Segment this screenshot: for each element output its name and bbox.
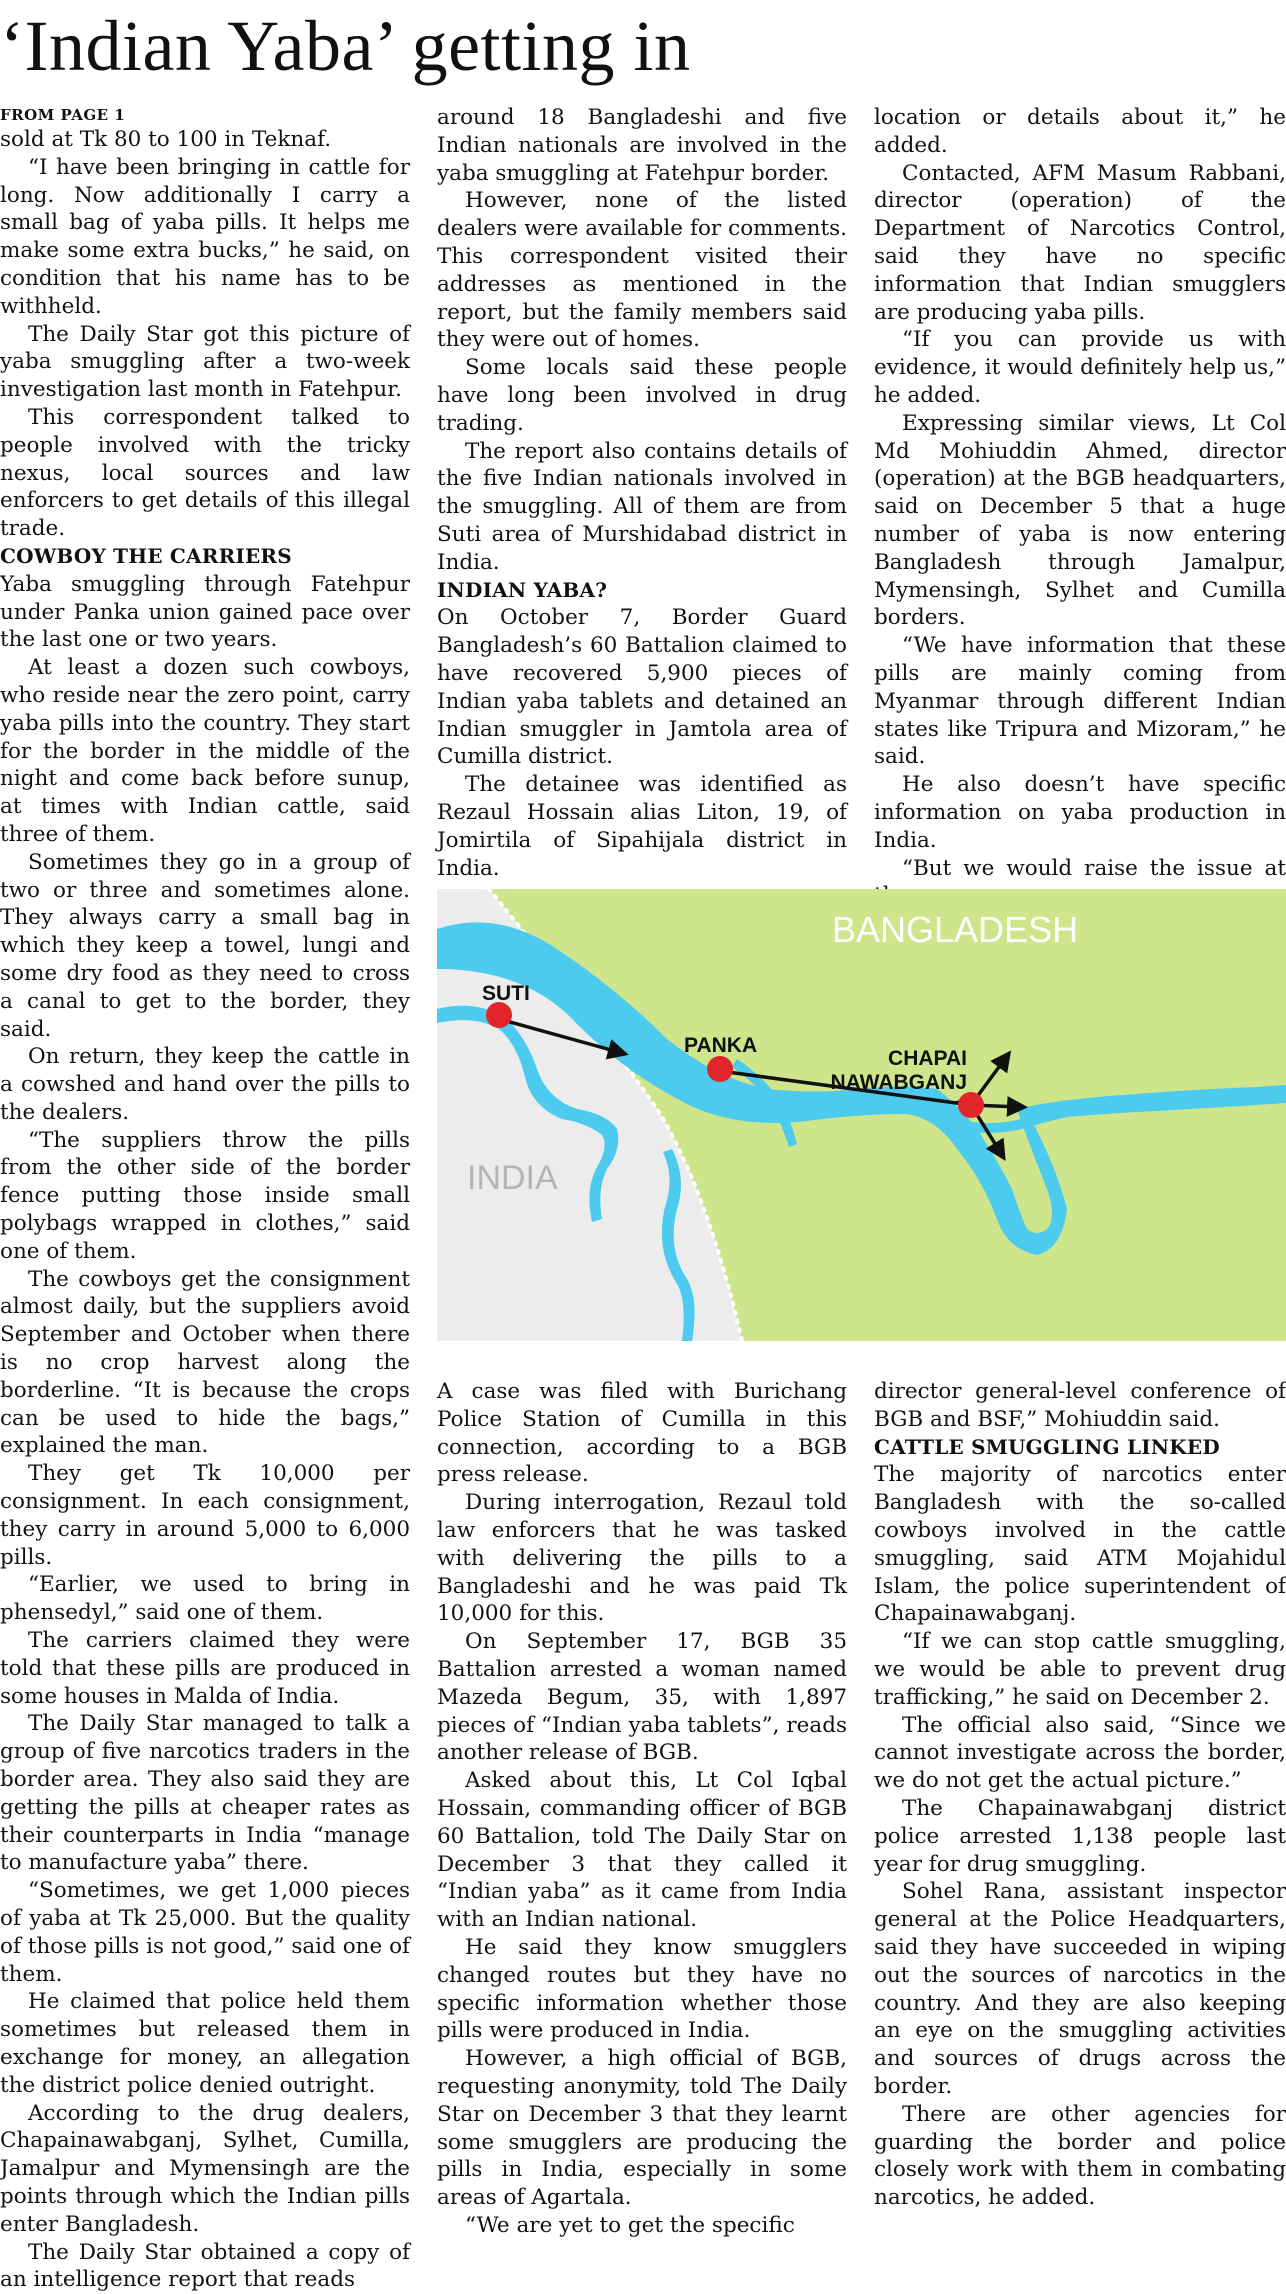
marker-panka	[707, 1056, 733, 1082]
body-paragraph: On return, they keep the cattle in a cowshed and hand over the pills to the dealers.	[0, 1044, 410, 1125]
body-paragraph: During interrogation, Rezaul told law enforcers that he was tasked with delivering the pills to a Bangladeshi and he was paid Tk 10,000 for this.	[437, 1490, 847, 1627]
body-paragraph: The detainee was identified as Rezaul Hossain alias Liton, 19, of Jomirtila of Sipahijala district in India.	[437, 772, 847, 881]
body-paragraph: However, none of the listed dealers were available for comments. This correspondent visited their addresses as mentioned in the report, but the family members said they were out of homes.	[437, 188, 847, 353]
body-paragraph: sold at Tk 80 to 100 in Teknaf.	[0, 127, 332, 152]
jump-kicker: FROM PAGE 1	[0, 106, 126, 124]
body-paragraph: director general-level conference of BGB and BSF,” Mohiuddin said.	[874, 1379, 1286, 1432]
body-paragraph: The carriers claimed they were told that these pills are produced in some houses in Malda of India.	[0, 1628, 410, 1709]
body-paragraph: “Earlier, we used to bring in phensedyl,” said one of them.	[0, 1572, 410, 1626]
body-paragraph: The cowboys get the consignment almost daily, but the suppliers avoid September and October when there is no crop harvest along the borderline. “It is because the crops can be used to hide the bags,” explained the man.	[0, 1266, 410, 1459]
body-paragraph: The Daily Star obtained a copy of an intelligence report that reads	[0, 2239, 410, 2293]
body-paragraph: They get Tk 10,000 per consignment. In each consignment, they carry in around 5,000 to 6,000 pills.	[0, 1461, 410, 1570]
body-paragraph: On October 7, Border Guard Bangladesh’s 60 Battalion claimed to have recovered 5,900 pieces of Indian yaba tablets and detained an Indian smuggler in Jamtola area of Cumilla district.	[437, 605, 847, 770]
body-paragraph: However, a high official of BGB, requesting anonymity, told The Daily Star on December 3 that they learnt some smugglers are producing the pills in India, especially in some areas of Agartala.	[437, 2046, 847, 2211]
country-label-india: INDIA	[467, 1159, 558, 1197]
map-graphic	[437, 889, 1286, 1341]
body-paragraph: “We are yet to get the specific	[465, 2212, 795, 2238]
body-paragraph: He said they know smugglers changed routes but they have no specific information whether those pills were produced in India.	[437, 1934, 847, 2044]
article-column-3-top	[874, 104, 1286, 881]
section-subhead: INDIAN YABA?	[437, 577, 608, 602]
body-paragraph: “I have been bringing in cattle for long. Now additionally I carry a small bag of yaba pills. It helps me make some extra bucks,” he said, on condition that his name has to be withheld.	[0, 154, 410, 319]
article-column-3-bottom	[874, 1378, 1286, 2211]
place-label-panka: PANKA	[684, 1034, 758, 1057]
article-column-1	[0, 104, 410, 2293]
place-label-suti: SUTI	[482, 982, 530, 1005]
body-paragraph: On September 17, BGB 35 Battalion arrested a woman named Mazeda Begum, 35, with 1,897 pieces of “Indian yaba tablets”, reads another release of BGB.	[437, 1629, 847, 1766]
body-paragraph: At least a dozen such cowboys, who reside near the zero point, carry yaba pills into the country. They start for the border in the middle of the night and come back before sunup, at times with Indian cattle, said three of them.	[0, 655, 410, 847]
smuggling-route-map	[437, 889, 1286, 1341]
body-paragraph: The official also said, “Since we cannot investigate across the border, we do not get the actual picture.”	[874, 1712, 1286, 1794]
body-paragraph: According to the drug dealers, Chapainawabganj, Sylhet, Cumilla, Jamalpur and Mymensingh are the points through which the Indian pills enter Bangladesh.	[0, 2100, 410, 2237]
body-paragraph: location or details about it,” he added.	[874, 105, 1286, 158]
article-column-2-bottom	[437, 1378, 847, 2238]
body-paragraph: “If we can stop cattle smuggling, we would be able to prevent drug trafficking,” he said on December 2.	[874, 1629, 1286, 1710]
body-paragraph: around 18 Bangladeshi and five Indian nationals are involved in the yaba smuggling at Fatehpur border.	[437, 105, 847, 186]
body-paragraph: The Chapainawabganj district police arrested 1,138 people last year for drug smuggling.	[874, 1795, 1286, 1877]
body-paragraph: This correspondent talked to people involved with the tricky nexus, local sources and law enforcers to get details of this illegal trade.	[0, 404, 410, 542]
body-paragraph: The Daily Star got this picture of yaba smuggling after a two-week investigation last month in Fatehpur.	[0, 321, 410, 403]
section-subhead: CATTLE SMUGGLING LINKED	[874, 1434, 1220, 1459]
body-paragraph: Yaba smuggling through Fatehpur under Panka union gained pace over the last one or two years.	[0, 571, 410, 653]
place-label-chapai: CHAPAI	[888, 1047, 967, 1070]
body-paragraph: Sohel Rana, assistant inspector general at the Police Headquarters, said they have succeeded in wiping out the sources of narcotics in the country. And they are also keeping an eye on the smuggling activities and sources of drugs across the border.	[874, 1879, 1286, 2099]
body-paragraph: The report also contains details of the five Indian nationals involved in the smuggling. All of them are from Suti area of Murshidabad district in India.	[437, 438, 847, 575]
body-paragraph: The majority of narcotics enter Bangladesh with the so-called cowboys involved in the cattle smuggling, said ATM Mojahidul Islam, the police superintendent of Chapainawabganj.	[874, 1462, 1286, 1627]
headline: ‘Indian Yaba’ getting in	[0, 6, 691, 86]
section-subhead: COWBOY THE CARRIERS	[0, 543, 292, 568]
body-paragraph: Expressing similar views, Lt Col Md Mohiuddin Ahmed, director (operation) at the BGB headquarters, said on December 5 that a huge number of yaba is now entering Bangladesh through Jamalpur, Mymensingh, Sylhet and Cumilla borders.	[874, 410, 1286, 631]
body-paragraph: A case was filed with Burichang Police Station of Cumilla in this connection, according to a BGB press release.	[437, 1379, 847, 1488]
body-paragraph: Sometimes they go in a group of two or three and sometimes alone. They always carry a small bag in which they keep a towel, lungi and some dry food as they need to cross a canal to get to the border, they said.	[0, 849, 410, 1042]
marker-chapainawabganj	[958, 1092, 984, 1118]
body-paragraph: There are other agencies for guarding the border and police closely work with them in combating narcotics, he added.	[874, 2101, 1286, 2211]
body-paragraph: Contacted, AFM Masum Rabbani, director (operation) of the Department of Narcotics Control, said they have no specific information that Indian smugglers are producing yaba pills.	[874, 160, 1286, 325]
body-paragraph: “If you can provide us with evidence, it would definitely help us,” he added.	[874, 327, 1286, 408]
body-paragraph: “The suppliers throw the pills from the other side of the border fence putting those inside small polybags wrapped in clothes,” said one of them.	[0, 1127, 410, 1264]
body-paragraph: “We have information that these pills are mainly coming from Myanmar through different Indian states like Tripura and Mizoram,” he said.	[874, 633, 1286, 770]
article-column-2-top	[437, 104, 847, 881]
body-paragraph: Asked about this, Lt Col Iqbal Hossain, commanding officer of BGB 60 Battalion, told The Daily Star on December 3 that they called it “Indian yaba” as it came from India with an Indian national.	[437, 1768, 847, 1933]
place-label-nawabganj: NAWABGANJ	[830, 1071, 967, 1094]
body-paragraph: “But we would raise the issue at	[902, 855, 1286, 881]
marker-suti	[486, 1002, 512, 1028]
body-paragraph: “Sometimes, we get 1,000 pieces of yaba at Tk 25,000. But the quality of those pills is not good,” said one of them.	[0, 1878, 410, 1987]
body-paragraph: He also doesn’t have specific information on yaba production in India.	[874, 772, 1286, 853]
body-paragraph: The Daily Star managed to talk a group of five narcotics traders in the border area. They also said they are getting the pills at cheaper rates as their counterparts in India “manage to manufacture yaba” there.	[0, 1711, 410, 1876]
body-paragraph: He claimed that police held them sometimes but released them in exchange for money, an allegation the district police denied outright.	[0, 1989, 410, 2098]
body-paragraph: Some locals said these people have long been involved in drug trading.	[437, 355, 847, 436]
country-label-bangladesh: BANGLADESH	[832, 909, 1079, 950]
